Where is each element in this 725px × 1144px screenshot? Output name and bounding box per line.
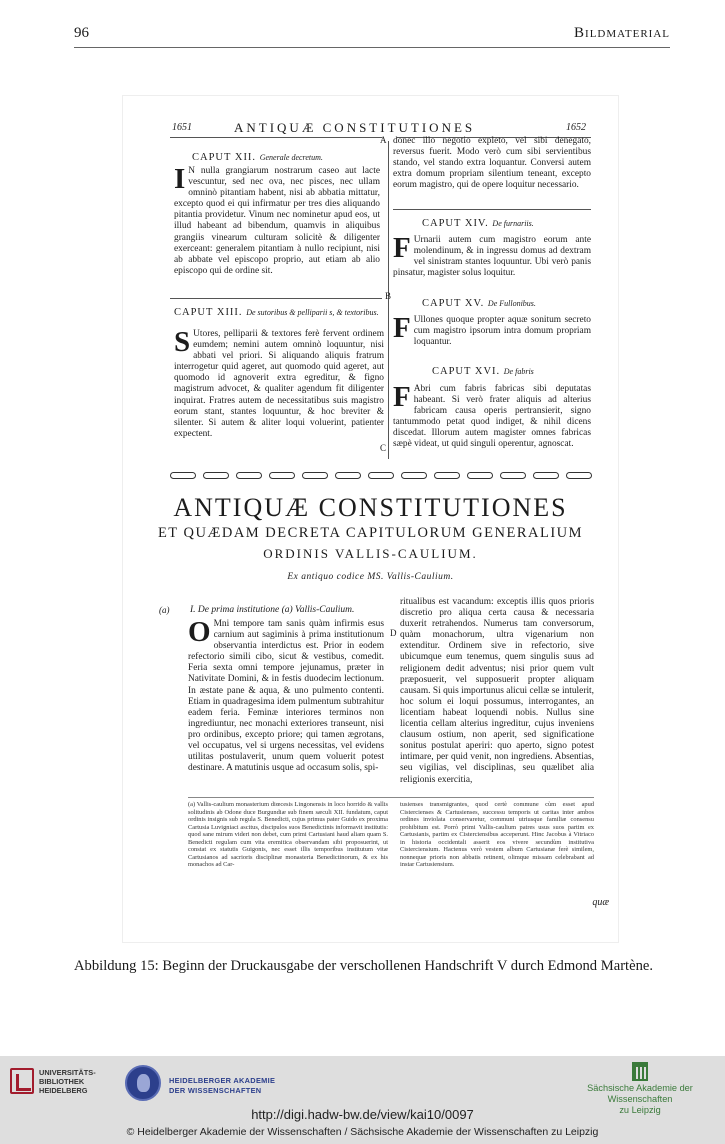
running-head: Bildmaterial xyxy=(574,25,670,41)
main-subtitle: ET QUÆDAM DECRETA CAPITULORUM GENERALIUM xyxy=(157,525,584,541)
caput-12-title: CAPUT XII. Generale decretum. xyxy=(192,152,323,163)
drop-initial: F xyxy=(393,235,411,264)
ub-logo-line: HEIDELBERG xyxy=(39,1086,88,1095)
footnote-rule xyxy=(188,797,594,798)
section-1-title: I. De prima institutione (a) Vallis-Caulium. xyxy=(190,605,355,615)
margin-letter-a: A xyxy=(380,135,387,145)
scan-header xyxy=(122,120,619,136)
ub-logo-line: BIBLIOTHEK xyxy=(39,1077,85,1086)
caput-16-title: CAPUT XVI. De fabris xyxy=(432,366,534,377)
section-1-right-text: ritualibus est vacandum: exceptis illis quos prioris discretio pro aliqua certa causa & necessaria duxerit retrahendos. Numerus tam conversorum, quàm monachorum, ultra vigenarium non extenditur. Ordinem sive in refectorio, sive ubicumque eum tenemus, quem singulis suus ad religionem dedit adventus; nisi prior quem vult præposuerit, vel supposuerit propter aliquam causam. Si quis importunus alicui cellæ se intulerit, hoc solum ei loqui possumus, interrogantes, an licentiam habeat loquendi nobis. Nullus sine licentia cellam alterius ingreditur, cujus inveniens clausum ostium, non aperit, sed significatione sonitus postulat aperiri: quo aperto, signo potest intimare, per quid venit, non ingrediens. Absentias, seu vigilias, vel disciplinas, seu quælibet alia religionis exercitia, xyxy=(400,597,594,785)
caput-16-text: F Abri cum fabris fabricas sibi deputatas habeant. Si verò frater aliquis ad alterius fabricam causa operis pertransierit, signo tantummodo petat quod indiget, & nihil dicens discedat. Illorum autem magister omnes fabricas sæpè videat, ut quid singuli operentur, agnoscat. xyxy=(393,384,591,450)
scan-running-title: ANTIQUÆ CONSTITUTIONES xyxy=(234,120,476,135)
footnote-left: (a) Vallis-caulium monasterium diœcesis Lingonensis in loco horrido & vallis solitudinis ab Odone duce Burgundiæ sub finem sæculi XII. fundatum, caput ordinis insignis sub regula S. Benedicti, cujus primus pater Guido ex proxima Cartusia Luvigniaci ascitus, discipulos suos Benedictinis informavit institutis: quod sane mirum videri non debet, cum primi Cartusiani haud aliam quam S. Benedicti regulam cum vita eremitica observandam sibi proposuerint, ut constat ex statutis Guigonis, nec esset illis temporibus institutum vitæ Cartusianos ad sacrioris disciplinæ monasteria Benedictinorum, & ex his monachos ad Car- xyxy=(188,801,388,868)
figure-caption: Abbildung 15: Beginn der Druckausgabe der verschollenen Handschrift V durch Edmond Martène. xyxy=(74,958,654,974)
scanned-print-image xyxy=(122,95,619,943)
caput-14-title: CAPUT XIV. De furnariis. xyxy=(422,218,534,229)
hadw-seal-icon xyxy=(125,1065,161,1101)
section-rule xyxy=(393,209,591,210)
hadw-logo-line: DER WISSENSCHAFTEN xyxy=(169,1086,262,1095)
saw-logo-line: Sächsische Akademie der Wissenschaften xyxy=(587,1083,693,1104)
footnote-right: tusienses transmigrantes, quod certè commune cùm esset apud Cistercienses & Cartusienses, successu temporis ut caritas inter ambos ordines inviolata conservaretur, communi utriusque familiæ consensu prohibitum est. Porrò primi Vallis-caulium patres usus suos partim ex Cartusianis, partim ex Cisterciensibus acceperunt. Hinc Jacobus à Vitriaco in historia occidentali asserit eos vivere secundùm institutiva Cisterciensium. Hactenus verò vestem album Cartusianæ ferè similem, nonnequæ prioris non abbatis retinent, olimque missam celebrabant ad instar Cartusiensium. xyxy=(400,801,594,868)
footer-bar xyxy=(0,1056,725,1144)
hadw-logo-line: HEIDELBERGER AKADEMIE xyxy=(169,1076,276,1085)
ub-heidelberg-logo[interactable] xyxy=(10,1066,110,1100)
caput-12-text: I N nulla grangiarum nostrarum caseo aut lacte vescuntur, sed nec ova, nec pisces, nec ullam omninò pitantiam habent, nisi ab abbatia mittatur, excepto quod ei qui infirmatur per tres dies aliquando pitantia providetur. Vinum nec nominetur apud eos, ut illud habeant ad bibendum, quamvis in aliquibus grangiis vinearum culturam solicitè & diligenter exerceant: generalem pitantiam à nullo recipiunt, nisi ab abbate vel episcopo proprio, aut etiam ab alio episcopo qui de ordine sit. xyxy=(174,166,380,276)
page-header xyxy=(74,22,670,48)
scan-right-number: 1652 xyxy=(566,122,586,133)
ornamental-divider xyxy=(170,469,592,481)
caput-13-title: CAPUT XIII. De sutoribus & pelliparii s, & textoribus. xyxy=(174,307,379,318)
saw-leipzig-logo[interactable] xyxy=(560,1062,720,1115)
header-rule xyxy=(170,137,382,138)
permalink-url[interactable]: http://digi.hadw-bw.de/view/kai10/0097 xyxy=(251,1107,474,1122)
hadw-logo[interactable] xyxy=(123,1062,303,1106)
caput-15-text: F Ullones quoque propter aquæ sonitum secreto cum magistro ipsorum intra domum propriam loquantur. xyxy=(393,315,591,348)
scan-left-number: 1651 xyxy=(172,122,192,133)
caput-13-text: S Utores, pelliparii & textores ferè fervent ordinem eumdem; nemini autem omninò loquuntur, nisi abbati vel priori. Si aliquando aliquis fratrum interrogetur quid ageret, aut quomodo quid ageret, aut quomodo id agnoverit extra egreditur, & figno magistrum advocet, & qualiter agendum fit diligenter inquirat. Fratres autem de necessitatibus suis magistro eorum stant, stantes loquuntur, & hoc breviter & silenter. Si autem & aliter loqui voluerint, patienter expectent. xyxy=(174,329,384,439)
right-column-continuation: donec illo negotio expleto, vel sibi denegato, reversus fuerit. Modo verò cum sibi servientibus stando, vel stando extra loquantur. Conversi autem extra domum propriam silentium teneant, excepto eorum magistro, qui de opere loquitur necessario. xyxy=(393,136,591,191)
drop-initial: F xyxy=(393,384,411,413)
caput-15-title: CAPUT XV. De Fullonibus. xyxy=(422,298,536,309)
building-icon xyxy=(632,1062,648,1081)
section-rule xyxy=(170,298,382,299)
margin-letter-c: C xyxy=(380,443,387,453)
margin-letter-d: D xyxy=(390,628,397,638)
catchword: quæ xyxy=(592,897,609,908)
ub-logo-line: UNIVERSITÄTS- xyxy=(39,1068,96,1077)
page-number: 96 xyxy=(74,25,89,41)
main-subtitle-2: ORDINIS VALLIS-CAULIUM. xyxy=(263,546,478,561)
drop-initial: F xyxy=(393,315,411,344)
source-note: Ex antiquo codice MS. Vallis-Caulium. xyxy=(287,572,454,582)
copyright-notice: © Heidelberger Akademie der Wissenschaften / Sächsische Akademie der Wissenschaften zu Leipzig xyxy=(126,1126,599,1138)
section-1-text: O Mni tempore tam sanis quàm infirmis esus carnium aut sagiminis à prima institutionum observantia interdictus est. Prior in eodem refectorio simili cibo, sicut & vestibus, comedit. Feria sexta omni tempore jejunamus, præter in Nativitate Domini, & in festis duodecim lectionum. In æstate pane & aqua, & uno pulmento contenti. Etiam in quadragesima idem pulmentum subtrahitur eadem feria. Feminæ interiores terminos non ingrediuntur, nec monachi exteriores transeunt, nisi pro ordinibus, excepto priore; qui tamen ægrotans, vel occupatus, vel si urgens necessitas, vel evidens utilitas postulaverit, unum quem voluerit potest destinare. A matutinis usque ad occasum solis, spi- xyxy=(188,619,384,774)
caput-14-text: F Urnarii autem cum magistro eorum ante molendinum, & in ingressu domus ad dextram vel sinistram stantes loquuntur. Ubi verò panis pinsatur, magister solus loquitur. xyxy=(393,235,591,279)
drop-initial: O xyxy=(188,619,211,648)
main-title: ANTIQUÆ CONSTITUTIONES xyxy=(173,493,568,522)
section-margin-marker: (a) xyxy=(159,605,170,615)
drop-initial: S xyxy=(174,329,191,358)
drop-initial: I xyxy=(174,166,186,195)
margin-letter-b: B xyxy=(385,291,392,301)
ub-logo-icon xyxy=(10,1068,34,1094)
saw-logo-line: zu Leipzig xyxy=(619,1105,661,1115)
